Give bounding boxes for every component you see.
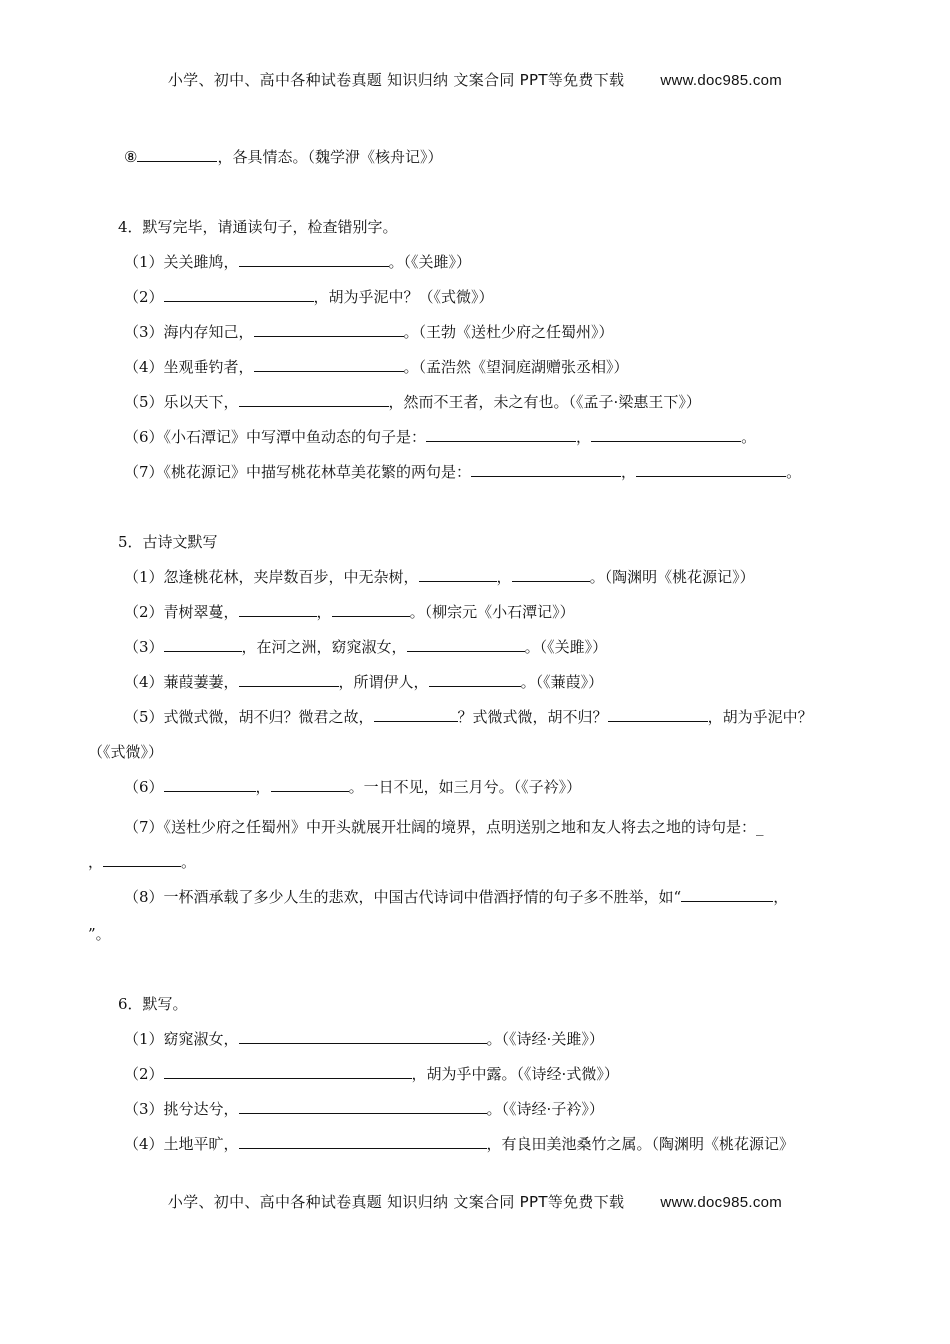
q4-item-3 (124, 322, 614, 342)
item-text: ？式微式微，胡不归？ (457, 708, 608, 726)
q5-item-7-cont (88, 852, 196, 872)
item-text: （6） (124, 778, 164, 796)
answer-blank[interactable] (239, 392, 389, 407)
answer-blank[interactable] (239, 672, 339, 687)
item-text: （4）土地平旷， (124, 1135, 239, 1153)
answer-blank[interactable] (103, 852, 181, 867)
item-text: 。（《关雎》） (524, 638, 608, 656)
q6-title: 6．默写。 (118, 995, 188, 1013)
answer-blank[interactable] (254, 357, 404, 372)
q4-item-7 (124, 462, 801, 482)
item-text: ， (255, 778, 271, 796)
q5-item-3 (124, 637, 607, 657)
q6-item-3 (124, 1099, 604, 1119)
q5-item-1 (124, 567, 755, 587)
item-text: （5）式微式微，胡不归？微君之故， (124, 708, 374, 726)
item-text: ， (621, 463, 637, 481)
item-text: （6）《小石潭记》中写潭中鱼动态的句子是： (124, 428, 427, 446)
answer-blank[interactable] (239, 602, 317, 617)
q4-item-2 (124, 287, 494, 307)
answer-blank[interactable] (164, 1064, 412, 1079)
answer-blank[interactable] (591, 427, 741, 442)
item-text: 。（柳宗元《小石潭记》） (409, 603, 575, 621)
item-text: 。 (181, 853, 197, 871)
item-text: ， (88, 853, 104, 871)
q5-item-8 (124, 887, 788, 907)
q5-item-6 (124, 777, 581, 797)
item-text: ，所谓伊人， (338, 673, 429, 691)
item-text: ，有良田美池桑竹之属。（陶渊明《桃花源记》 (486, 1135, 795, 1153)
item-text: （4）坐观垂钓者， (124, 358, 254, 376)
header-text: 小学、初中、高中各种试卷真题 知识归纳 文案合同 PPT等免费下载 (167, 71, 625, 89)
item-text: ， (773, 888, 789, 906)
item-text: （2） (124, 1065, 164, 1083)
item-text: ，胡为乎泥中？（《式微》） (313, 288, 494, 306)
answer-blank[interactable] (239, 252, 389, 267)
item-text: （5）乐以天下， (124, 393, 239, 411)
answer-blank[interactable] (239, 1134, 487, 1149)
answer-blank[interactable] (429, 672, 521, 687)
item-text: 。（《诗经·子衿》） (486, 1100, 604, 1118)
answer-blank[interactable] (426, 427, 576, 442)
q5-item-5-cont: （《式微》） (88, 743, 164, 761)
q5-title: 5．古诗文默写 (118, 533, 218, 551)
answer-blank[interactable] (164, 777, 256, 792)
answer-blank[interactable] (164, 287, 314, 302)
item-text: ，然而不王者，未之有也。（《孟子·梁惠王下》） (388, 393, 701, 411)
item-text: 。（《诗经·关雎》） (486, 1030, 604, 1048)
item-text: ，胡为乎中露。（《诗经·式微》） (411, 1065, 619, 1083)
q4-item-6 (124, 427, 756, 447)
item-text: ，胡为乎泥中？ (707, 708, 813, 726)
q4-title: 4．默写完毕，请通读句子，检查错别字。 (118, 218, 398, 236)
answer-blank[interactable] (254, 322, 404, 337)
q4-item-4 (124, 357, 629, 377)
item-text: ， (576, 428, 592, 446)
q5-item-5 (124, 707, 813, 727)
answer-blank[interactable] (512, 567, 590, 582)
item-text: （1）忽逢桃花林，夹岸数百步，中无杂树， (124, 568, 419, 586)
answer-blank[interactable] (332, 602, 410, 617)
q6-item-4 (124, 1134, 794, 1154)
q4-item-5 (124, 392, 701, 412)
header-site: www.doc985.com (660, 72, 783, 89)
q6-item-2 (124, 1064, 619, 1084)
item-text: 。 (741, 428, 757, 446)
answer-blank[interactable] (239, 1029, 487, 1044)
item-text: 。一日不见，如三月兮。（《子衿》） (348, 778, 582, 796)
answer-blank[interactable] (471, 462, 621, 477)
item-text: 。（《关雎》） (388, 253, 472, 271)
item-text: （1）窈窕淑女， (124, 1030, 239, 1048)
answer-blank[interactable] (681, 887, 773, 902)
item-text: （3）海内存知己， (124, 323, 254, 341)
answer-blank[interactable] (374, 707, 458, 722)
q5-item-4 (124, 672, 603, 692)
q5-item-2 (124, 602, 575, 622)
footer-text: 小学、初中、高中各种试卷真题 知识归纳 文案合同 PPT等免费下载 (167, 1193, 625, 1211)
answer-blank[interactable] (137, 147, 217, 162)
item-text: ，各具情态。（魏学洢《核舟记》） (217, 148, 443, 166)
item-text: 。 (786, 463, 802, 481)
answer-blank[interactable] (636, 462, 786, 477)
item-text: ， (316, 603, 332, 621)
page-header (0, 69, 950, 90)
q3-item-8 (124, 147, 442, 167)
item-text: （8）一杯酒承载了多少人生的悲欢，中国古代诗词中借酒抒情的句子多不胜举，如“ (124, 888, 682, 906)
item-number: ⑧ (124, 148, 138, 166)
footer-site: www.doc985.com (660, 1194, 783, 1211)
item-text: （4）蒹葭萋萋， (124, 673, 239, 691)
item-text: 。（《蒹葭》） (520, 673, 604, 691)
answer-blank[interactable] (419, 567, 497, 582)
item-text: （3） (124, 638, 164, 656)
answer-blank[interactable] (608, 707, 708, 722)
item-text: 。（王勃《送杜少府之任蜀州》） (403, 323, 614, 341)
page-footer (0, 1191, 950, 1212)
answer-blank[interactable] (407, 637, 525, 652)
item-text: 。（陶渊明《桃花源记》） (589, 568, 755, 586)
q6-item-1 (124, 1029, 604, 1049)
q5-item-8-cont: ”。 (88, 925, 111, 943)
item-text: （3）挑兮达兮， (124, 1100, 239, 1118)
answer-blank[interactable] (239, 1099, 487, 1114)
item-text: （7）《桃花源记》中描写桃花林草美花繁的两句是： (124, 463, 472, 481)
item-text: 。（孟浩然《望洞庭湖赠张丞相》） (403, 358, 629, 376)
q4-item-1 (124, 252, 471, 272)
item-text: ，在河之洲，窈窕淑女， (241, 638, 407, 656)
item-text: （2）青树翠蔓， (124, 603, 239, 621)
answer-blank[interactable] (164, 637, 242, 652)
q5-item-7: （7）《送杜少府之任蜀州》中开头就展开壮阔的境界，点明送别之地和友人将去之地的诗句是：_ (124, 818, 764, 836)
item-text: （1）关关雎鸠， (124, 253, 239, 271)
item-text: （2） (124, 288, 164, 306)
item-text: ， (496, 568, 512, 586)
answer-blank[interactable] (271, 777, 349, 792)
